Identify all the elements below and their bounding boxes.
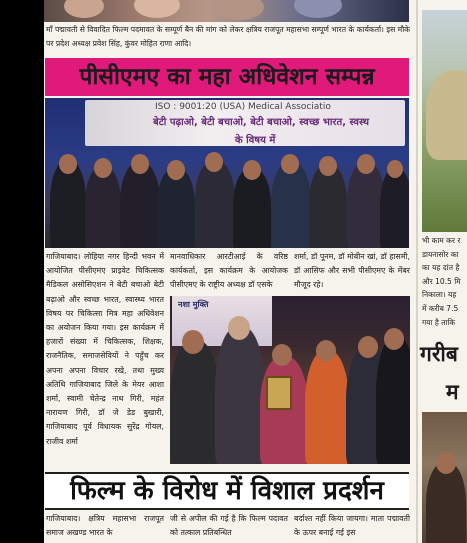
- banner-slogan: बेटी पढ़ाओ, बेटी बचाओ, बेटी बचाओ, स्वच्छ भारत, स्वस्थ: [153, 117, 370, 128]
- top-photo: [44, 0, 409, 22]
- article-2-column-1: गाजियाबाद। क्षत्रिय महासभा राजपूत समाज अखण्ड भारत के: [46, 514, 164, 537]
- right-bottom-photo: [422, 412, 467, 543]
- stage-banner: [85, 100, 405, 146]
- poster-text: नशा मुक्ति: [178, 300, 209, 309]
- main-event-photo: [45, 98, 409, 248]
- dinosaur-photo: [422, 10, 467, 232]
- article-2-column-3: बर्दाश्त नहीं किया जायगा। माता पद्मावती के ऊपर बनाई गई इस: [294, 514, 410, 537]
- column-divider: [416, 0, 418, 543]
- article-1-column-3: शर्मा, डॉ पूनम, डॉ मोबीन खां, डॉ हासमी, डॉ आसिफ और सभी पीसीएमए के मेंबर मौजूद रहे।: [294, 252, 410, 290]
- award-ceremony-photo: [170, 296, 410, 464]
- right-column-text: भी काम कर र डायनासोर का का यह दांत है और 10.5 मि निकाला। यह में करीब 7.5 गया है ताकि: [422, 236, 461, 327]
- banner-association-line: ISO : 9001:20 (USA) Medical Associatio: [155, 102, 331, 112]
- top-photo-caption: माँ पद्मावती से विवादित फिल्म पदमावत के सम्पूर्ण बैन की मांग को लेकर क्षत्रिय राजपूत महासभा सम्पूर्ण भारत के कार्यकर्ता। इस मौके पर प्रदेश अध्यक्ष प्रवेश सिंह, कुंवर मोहित राणा आदि।: [46, 25, 410, 48]
- headline-film-protest: फिल्म के विरोध में विशाल प्रदर्शन: [45, 472, 409, 510]
- article-1-column-2: मानवाधिकार आरटीआई के वरिष्ठ कार्यकर्ता, इस कार्यक्रम के आयोजक पीसीएमए के राष्ट्रीय अध्यक्ष डॉ एसके: [170, 252, 288, 290]
- article-2-column-2: जी से अपील की गई है कि फिल्म पदावत को तत्काल प्रतिबन्धित: [170, 514, 288, 537]
- right-headline-line-2: म: [446, 380, 459, 404]
- article-1-column-1: गाजियाबाद। लोहिया नगर हिन्दी भवन में आयोजित पीसीएमए प्राइवेट चिकित्सक मैडिकल असोसिएशन ने बेटी बचाओ बेटी बढ़ाओ और स्वच्छ भारत, स्वास्थ्य भारत विषय पर चिकित्सा मित्र महा अधिवेशन का अयोजन किया गया। इस कार्यक्रम में हजारों संख्या में चिकित्सक, शिक्षक, राजनैतिक, समाजसेवियों ने पहुँच कर अपना अपना विचार रखे, तथा मुख्य अतिथि गाजियाबाद जिले के मेयर आशा शर्मा, स्वामी चेतेन्द्र नाथ गिरी, महंत नारायण गिरी, डॉ जे डेड बुखारी, गाजियाबाद पूर्व विधायक सुरेंद्र गोयल, राजीव शर्मा: [46, 252, 164, 446]
- page-fold-shadow: [0, 0, 44, 543]
- banner-subtitle: के विषय में: [235, 135, 276, 146]
- headline-pcma-convention: पीसीएमए का महा अधिवेशन सम्पन्न: [45, 58, 409, 96]
- right-headline-line-1: गरीब: [420, 342, 458, 366]
